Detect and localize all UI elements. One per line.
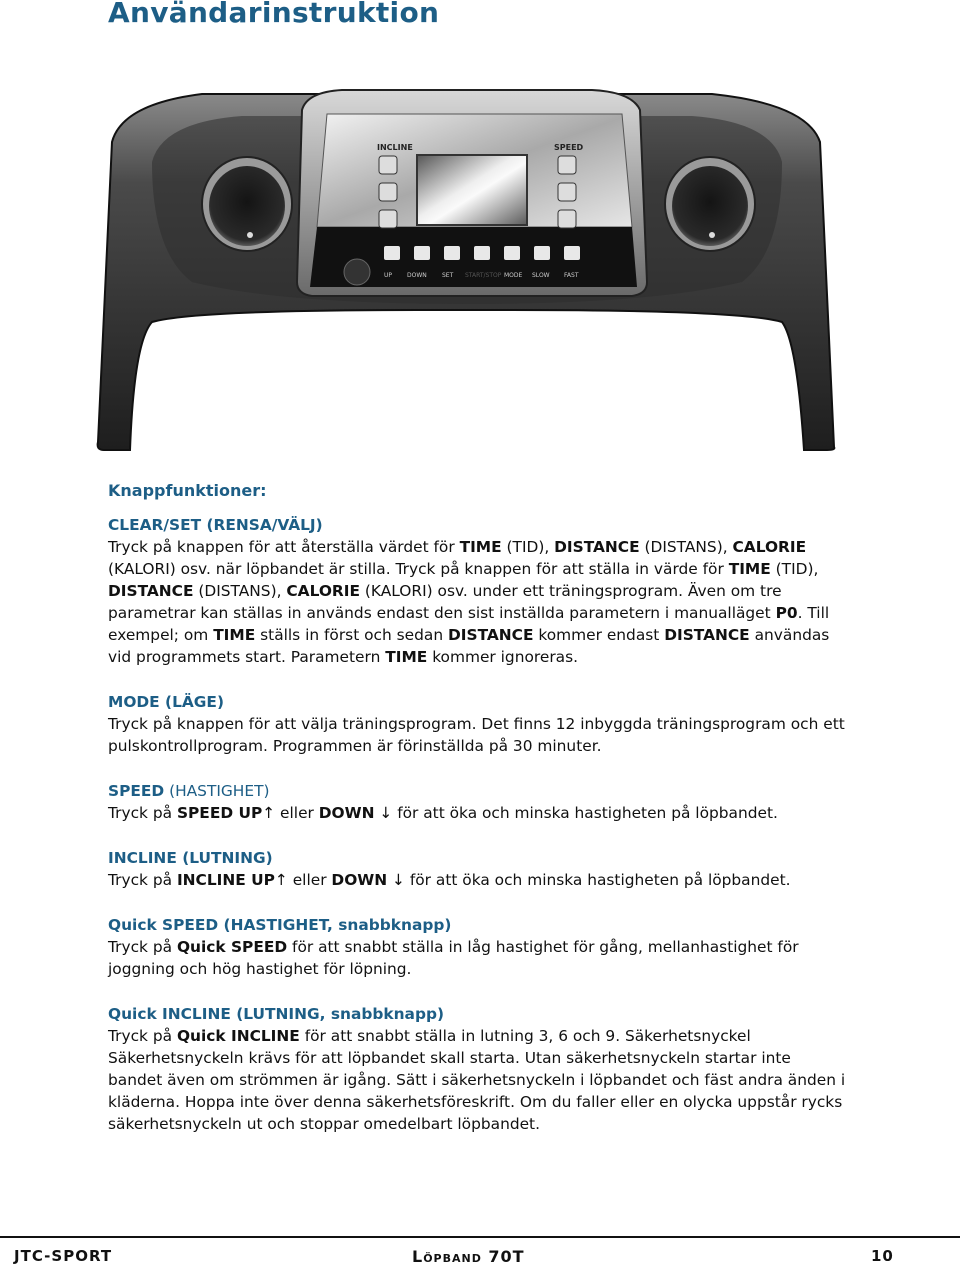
quick-speed-title: Quick SPEED (HASTIGHET, snabbknapp) — [108, 916, 452, 934]
svg-text:MODE: MODE — [504, 272, 523, 279]
quick-incline-body: Tryck på Quick INCLINE för att snabbt ställa in lutning 3, 6 och 9. Säkerhetsnyckel Säkerhetsnyckeln krävs för att löpbandet skall starta. Utan säkerhetsnyckeln startar inte bandet även om strömmen är igång. Sätt i säkerhetsnyckeln i löpbandet och fäst andra änden i kläderna. Hoppa inte över denna säkerhetsföreskrift. Om du faller eller en olycka uppstår rycks säkerhetsnyckeln ut och stoppar omedelbart löpbandet. — [108, 1027, 846, 1133]
incline-title: INCLINE (LUTNING) — [108, 849, 273, 867]
mode-body: Tryck på knappen för att välja träningsprogram. Det finns 12 inbyggda träningsprogram och ett pulskontrollprogram. Programmen är förinställda på 30 minuter. — [108, 715, 845, 755]
svg-text:INCLINE: INCLINE — [377, 143, 413, 152]
up-arrow-icon: ↑ — [274, 871, 288, 889]
clear-set-title: CLEAR/SET (RENSA/VÄLJ) — [108, 516, 323, 534]
instructions-content — [108, 480, 848, 1158]
section-clear-set — [108, 514, 848, 668]
down-arrow-icon: ↓ — [379, 804, 393, 822]
speed-body: Tryck på SPEED UP↑ eller DOWN ↓ för att öka och minska hastigheten på löpbandet. — [108, 804, 778, 822]
quick-speed-body: Tryck på Quick SPEED för att snabbt ställa in låg hastighet för gång, mellanhastighet för joggning och hög hastighet för löpning. — [108, 938, 799, 978]
section-incline — [108, 847, 848, 891]
incline-body: Tryck på INCLINE UP↑ eller DOWN ↓ för att öka och minska hastigheten på löpbandet. — [108, 871, 791, 889]
section-mode — [108, 691, 848, 757]
footer-brand: JTC-SPORT — [14, 1247, 113, 1265]
quick-incline-title: Quick INCLINE (LUTNING, snabbknapp) — [108, 1005, 445, 1023]
page-title: Användarinstruktion — [108, 0, 440, 29]
svg-text:START/STOP: START/STOP — [465, 272, 502, 279]
section-speed — [108, 780, 848, 824]
section-quick-incline — [108, 1003, 848, 1135]
svg-text:FAST: FAST — [564, 272, 579, 279]
svg-text:SLOW: SLOW — [532, 272, 550, 279]
speed-title: SPEED (HASTIGHET) — [108, 782, 270, 800]
svg-text:DOWN: DOWN — [407, 272, 427, 279]
svg-text:UP: UP — [384, 272, 393, 279]
svg-text:SPEED: SPEED — [554, 143, 584, 152]
footer-divider — [0, 1236, 960, 1238]
clear-set-body: Tryck på knappen för att återställa värdet för TIME (TID), DISTANCE (DISTANS), CALORIE (KALORI) osv. när löpbandet är stilla. Tryck på knappen för att ställa in värde för TIME (TID), DISTANCE (DISTANS), CALORIE (KALORI) osv. under ett träningsprogram. Även om tre parametrar kan ställas in används endast den sist inställda parametern i manualläget P0. Till exempel; om TIME ställs in först och sedan DISTANCE kommer endast DISTANCE användas vid programmets start. Parametern TIME kommer ignoreras. — [108, 538, 830, 666]
section-heading: Knappfunktioner: — [108, 481, 267, 500]
svg-text:SET: SET — [442, 272, 454, 279]
treadmill-console-image — [92, 82, 837, 452]
section-quick-speed — [108, 914, 848, 980]
down-arrow-icon: ↓ — [392, 871, 405, 889]
mode-title: MODE (LÄGE) — [108, 693, 224, 711]
page-number: 10 — [871, 1247, 894, 1265]
footer-product: Löpband 70T — [412, 1247, 525, 1266]
up-arrow-icon: ↑ — [262, 804, 276, 822]
